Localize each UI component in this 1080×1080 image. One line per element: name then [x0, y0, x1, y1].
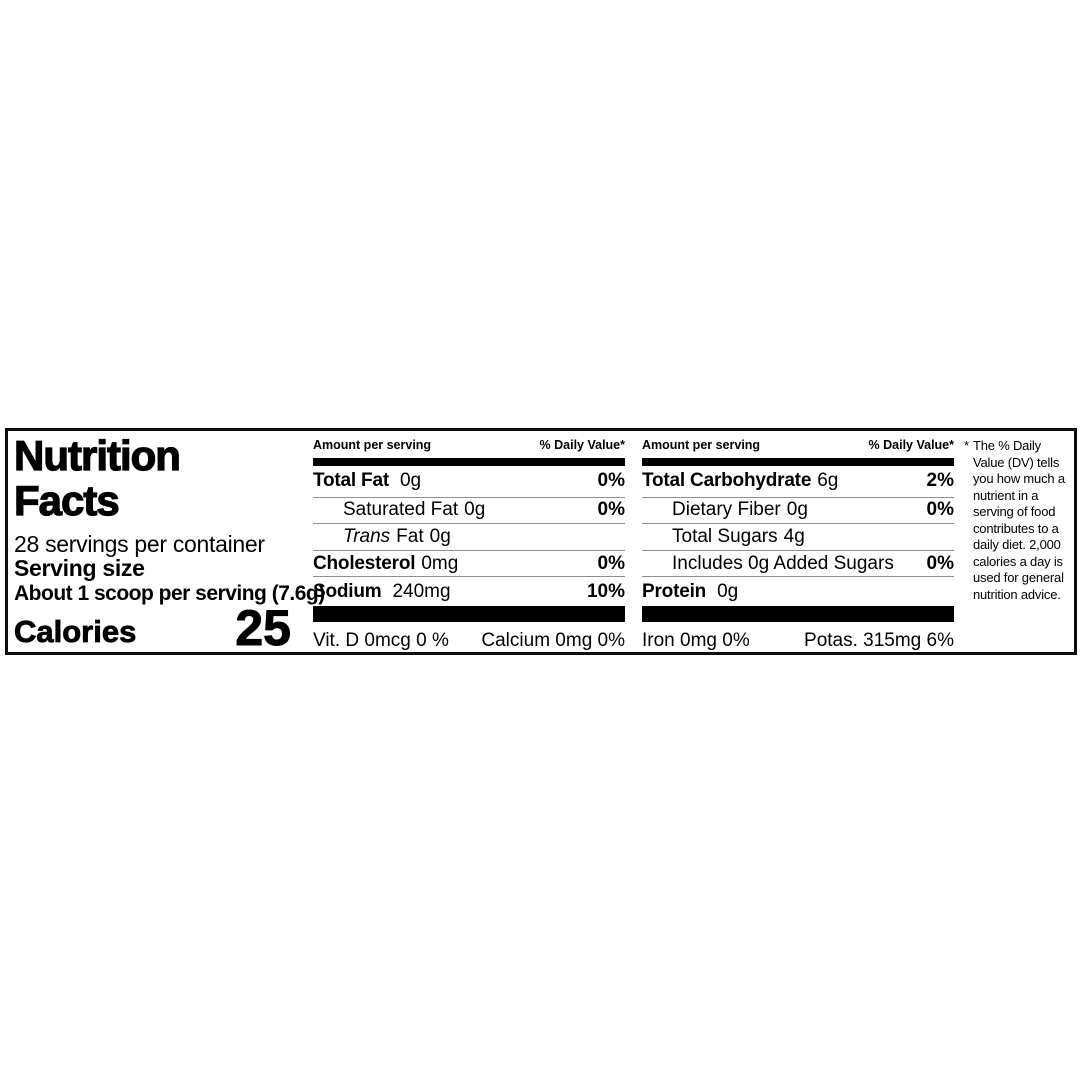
nutrient-name: Includes 0g Added Sugars — [672, 552, 894, 574]
daily-value-header: % Daily Value* — [539, 438, 625, 452]
section-divider-bar — [313, 606, 625, 622]
daily-value-footnote — [964, 431, 1068, 652]
nutrition-facts-label — [5, 428, 1077, 655]
nutrient-amount: 0g — [464, 499, 486, 521]
calories-value: 25 — [235, 600, 291, 656]
nutrient-row-saturated-fat — [313, 498, 625, 525]
micronutrients-row-2 — [642, 630, 954, 652]
footnote-text: The % Daily Value (DV) tells you how much a nutrient in a serving of food contributes to a daily diet. 2,000 calories a day is used for general nutrition advice. — [973, 438, 1065, 602]
nutrient-dv: 0% — [597, 552, 625, 574]
nutrient-row-dietary-fiber — [642, 498, 954, 525]
footnote-asterisk: * — [964, 438, 969, 453]
nutrient-amount: 4g — [783, 525, 805, 547]
nutrient-name: Sodium — [313, 580, 382, 602]
nutrient-row-total-carbohydrate — [642, 466, 954, 498]
nutrient-row-sodium — [313, 577, 625, 606]
iron-value: Iron 0mg 0% — [642, 630, 750, 651]
nutrient-row-cholesterol — [313, 551, 625, 578]
nutrient-dv: 0% — [926, 552, 954, 574]
header-divider-bar — [642, 458, 954, 466]
nutrient-amount: 0g — [786, 499, 808, 521]
nutrient-row-protein — [642, 577, 954, 606]
nutrient-row-total-fat — [313, 466, 625, 498]
calcium-value: Calcium 0mg 0% — [481, 630, 625, 651]
label-title-line1: Nutrition — [14, 432, 180, 479]
column-2-header — [642, 435, 954, 458]
nutrient-dv: 0% — [926, 499, 954, 521]
nutrient-dv: 2% — [926, 470, 954, 492]
nutrient-amount: 0mg — [421, 552, 459, 574]
calories-label: Calories — [14, 614, 137, 649]
column-1-header — [313, 435, 625, 458]
amount-per-serving-header: Amount per serving — [313, 438, 432, 452]
nutrient-name: Cholesterol — [313, 552, 416, 574]
nutrient-dv: 10% — [586, 580, 625, 602]
nutrient-name: Total Fat — [313, 470, 389, 492]
nutrient-amount: 240mg — [392, 580, 451, 602]
nutrient-name: Fat — [396, 525, 424, 547]
nutrient-row-added-sugars — [642, 551, 954, 578]
nutrient-column-1 — [313, 431, 625, 652]
header-divider-bar — [313, 458, 625, 466]
nutrient-dv: 0% — [597, 499, 625, 521]
nutrient-row-total-sugars — [642, 524, 954, 551]
serving-size-value: About 1 scoop per serving (7.6g) — [14, 582, 325, 605]
label-title-line2: Facts — [14, 477, 119, 524]
label-title — [14, 433, 300, 523]
amount-per-serving-header: Amount per serving — [642, 438, 761, 452]
nutrient-name: Total Sugars — [672, 525, 778, 547]
nutrient-amount: 0g — [717, 580, 739, 602]
label-left-panel — [8, 431, 325, 656]
nutrient-amount: 6g — [817, 470, 839, 492]
servings-per-container: 28 servings per container — [14, 531, 265, 557]
nutrient-amount: 0g — [399, 470, 422, 492]
nutrient-name: Total Carbohydrate — [642, 470, 812, 492]
nutrient-name: Protein — [642, 580, 707, 602]
nutrient-dv: 0% — [597, 470, 625, 492]
serving-size-label: Serving size — [14, 555, 145, 581]
nutrient-name: Dietary Fiber — [672, 499, 781, 521]
micronutrients-row-1 — [313, 630, 625, 652]
nutrient-row-trans-fat — [313, 524, 625, 551]
nutrient-amount: 0g — [429, 525, 451, 547]
daily-value-header: % Daily Value* — [868, 438, 954, 452]
vitamin-d-value: Vit. D 0mcg 0 % — [313, 630, 449, 651]
section-divider-bar — [642, 606, 954, 622]
calories-row — [14, 600, 300, 656]
nutrient-name-italic: Trans — [343, 525, 391, 547]
potassium-value: Potas. 315mg 6% — [804, 630, 954, 651]
nutrient-name: Saturated Fat — [343, 499, 459, 521]
nutrient-column-2 — [642, 431, 954, 652]
